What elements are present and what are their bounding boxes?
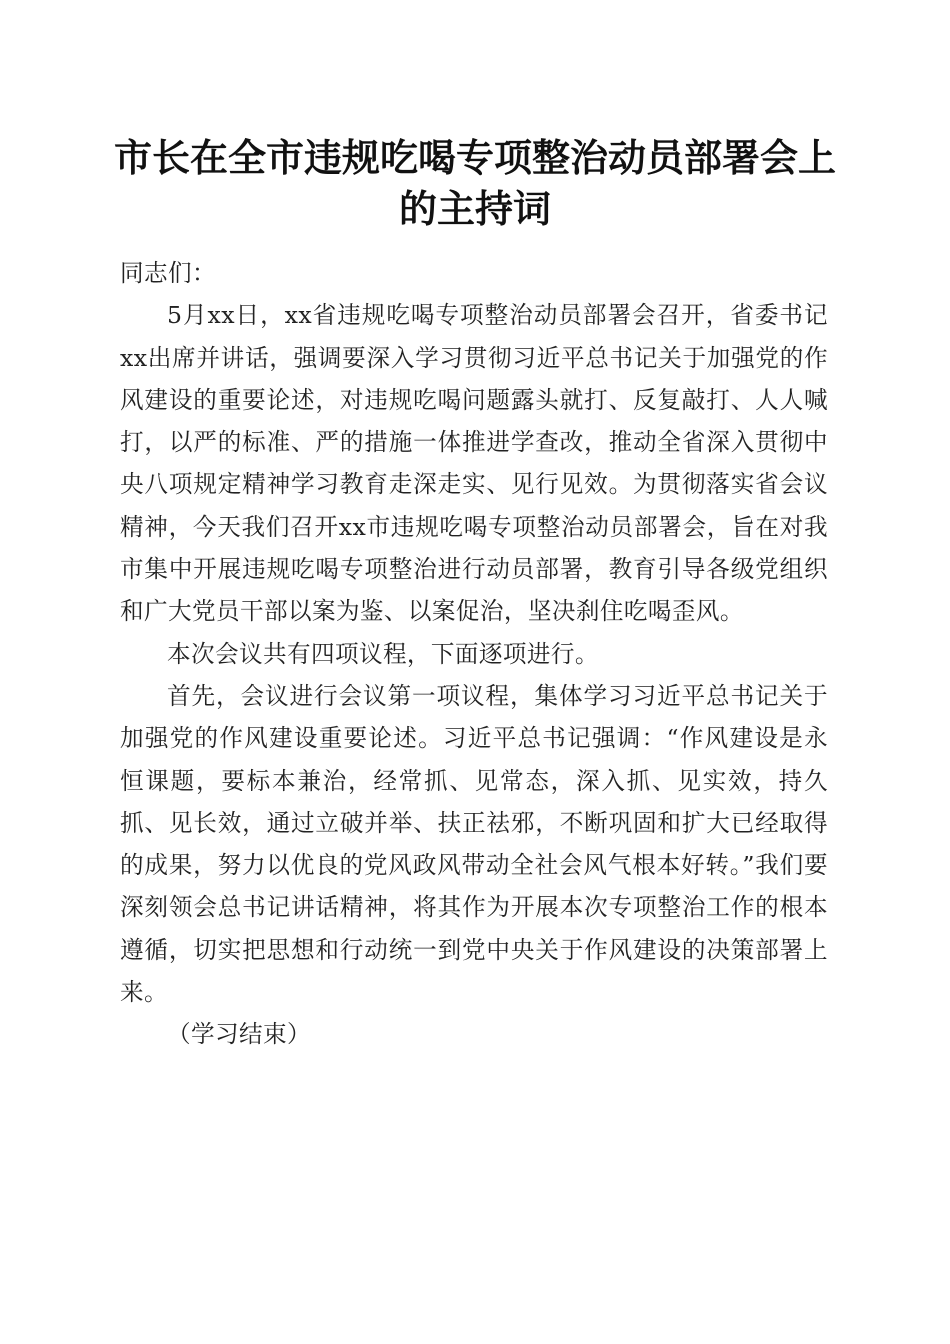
salutation: 同志们： [120,259,216,287]
paragraph-3: 首先，会议进行会议第一项议程，集体学习习近平总书记关于加强党的作风建设重要论述。习近平总书记强调：“作风建设是永恒课题，要标本兼治，经常抓、见常态，深入抓、见实效，持久抓、见长效，通过立破并举、扶正祛邪，不断巩固和扩大已经取得的成果，努力以优良的党风政风带动全社会风气根本好转。”我们要深刻领会总书记讲话精神，将其作为开展本次专项整治工作的根本遵循，切实把思想和行动统一到党中央关于作风建设的决策部署上来。 [120,681,828,1007]
paragraph-2: 本次会议共有四项议程，下面逐项进行。 [167,639,599,668]
closing-note: （学习结束） [167,1020,311,1049]
document-title: 市长在全市违规吃喝专项整治动员部署会上的主持词 [113,135,836,231]
paragraph-1: 5月xx日，xx省违规吃喝专项整治动员部署会召开，省委书记xx出席并讲话，强调要深入学习贯彻习近平总书记关于加强党的作风建设的重要论述，对违规吃喝问题露头就打、反复敲打、人人喊打，以严的标准、严的措施一体推进学查改，推动全省深入贯彻中央八项规定精神学习教育走深走实、见行见效。为贯彻落实省会议精神，今天我们召开xx市违规吃喝专项整治动员部署会，旨在对我市集中开展违规吃喝专项整治进行动员部署，教育引导各级党组织和广大党员干部以案为鉴、以案促治，坚决刹住吃喝歪风。 [120,301,828,626]
document-body [120,252,828,1056]
